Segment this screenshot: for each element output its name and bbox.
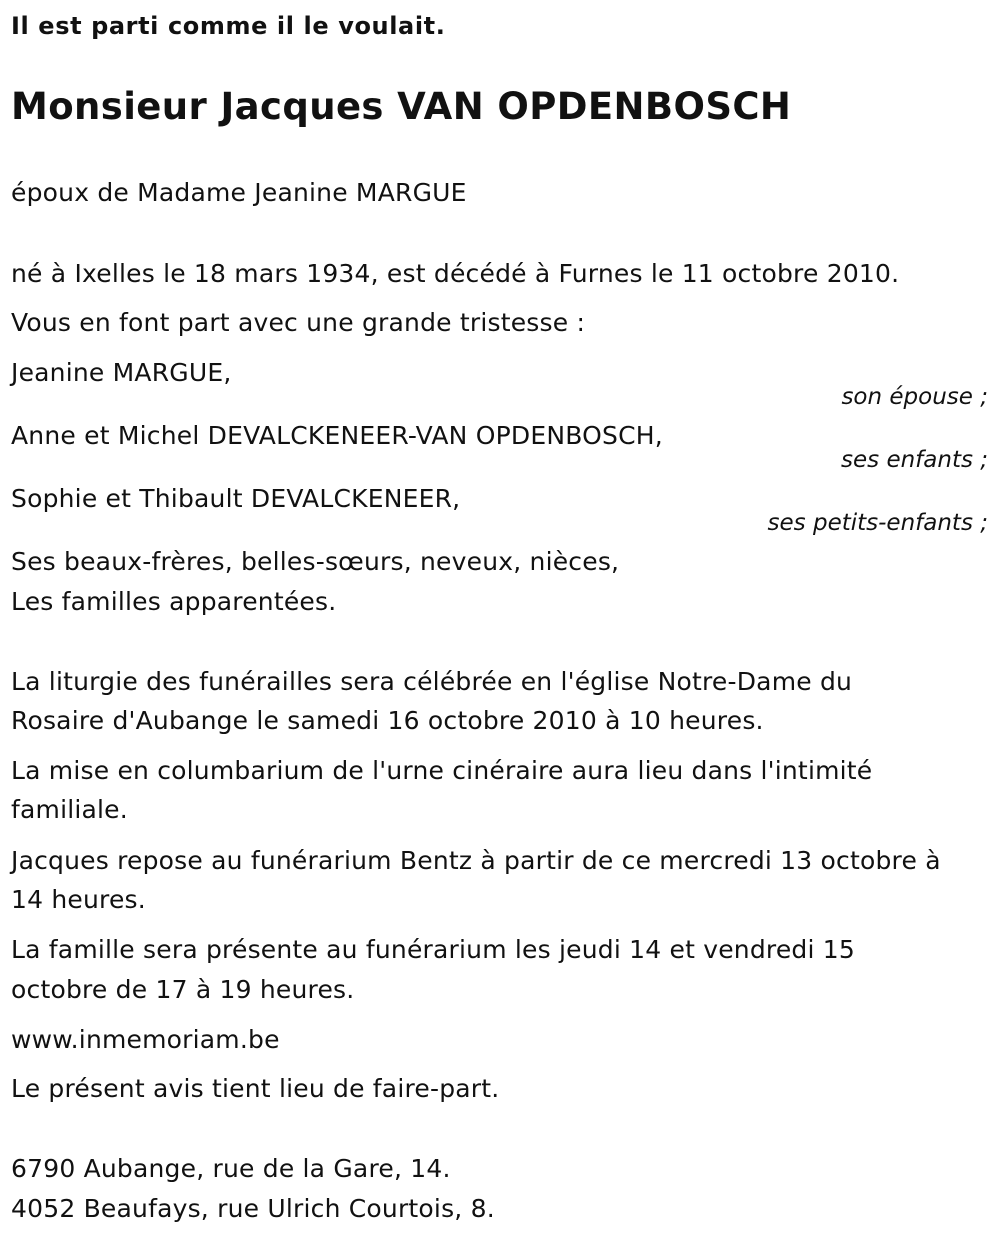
columbarium-line: La mise en columbarium de l'urne cinéraire aura lieu dans l'intimité [11,756,873,785]
columbarium-line: familiale. [11,795,128,824]
website-link[interactable]: www.inmemoriam.be [11,1025,280,1054]
funerarium-line: Jacques repose au funérarium Bentz à partir de ce mercredi 13 octobre à [11,846,941,875]
funerarium-line: 14 heures. [11,885,146,914]
liturgy-line: Rosaire d'Aubange le samedi 16 octobre 2010 à 10 heures. [11,706,764,735]
family-member-names: Jeanine MARGUE, [11,358,232,387]
address-line: 6790 Aubange, rue de la Gare, 14. [11,1154,451,1183]
deceased-name: Monsieur Jacques VAN OPDENBOSCH [11,85,792,128]
family-member-names: Anne et Michel DEVALCKENEER-VAN OPDENBOSCH, [11,421,663,450]
family-presence-line: La famille sera présente au funérarium les jeudi 14 et vendredi 15 [11,935,855,964]
extended-family-line: Ses beaux-frères, belles-sœurs, neveux, nièces, [11,547,620,576]
family-presence-line: octobre de 17 à 19 heures. [11,975,355,1004]
epitaph-quote: Il est parti comme il le voulait. [11,12,446,40]
family-member-relation: ses petits-enfants ; [767,510,988,536]
notice-text: Le présent avis tient lieu de faire-part. [11,1074,500,1103]
birth-death-line: né à Ixelles le 18 mars 1934, est décédé à Furnes le 11 octobre 2010. [11,259,900,288]
liturgy-line: La liturgie des funérailles sera célébrée en l'église Notre-Dame du [11,667,853,696]
announcement-intro: Vous en font part avec une grande tristesse : [11,308,586,337]
family-member-names: Sophie et Thibault DEVALCKENEER, [11,484,461,513]
family-member-relation: ses enfants ; [841,447,988,473]
address-line: 4052 Beaufays, rue Ulrich Courtois, 8. [11,1194,495,1223]
extended-family-line: Les familles apparentées. [11,587,337,616]
spouse-line: époux de Madame Jeanine MARGUE [11,178,467,207]
family-member-relation: son épouse ; [841,384,988,410]
